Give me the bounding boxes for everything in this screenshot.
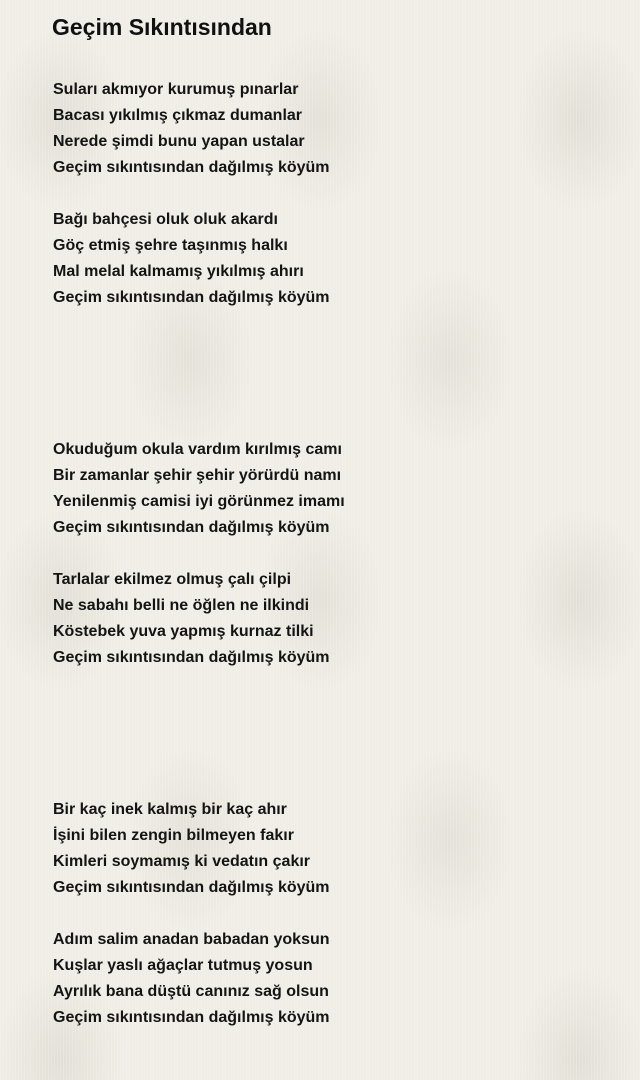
poem-line: Bağı bahçesi oluk oluk akardı <box>53 211 278 228</box>
poem-line: Ayrılık bana düştü canınız sağ olsun <box>53 983 329 1000</box>
poem-line-refrain: Geçim sıkıntısından dağılmış köyüm <box>53 649 330 666</box>
poem-line: Nerede şimdi bunu yapan ustalar <box>53 133 305 150</box>
poem-line: Suları akmıyor kurumuş pınarlar <box>53 81 299 98</box>
poem-line-refrain: Geçim sıkıntısından dağılmış köyüm <box>53 159 330 176</box>
poem-line: Kuşlar yaslı ağaçlar tutmuş yosun <box>53 957 313 974</box>
stanza-4 <box>53 567 330 671</box>
poem-line: Bacası yıkılmış çıkmaz dumanlar <box>53 107 303 124</box>
poem-line: Mal melal kalmamış yıkılmış ahırı <box>53 263 304 280</box>
poem-line-refrain: Geçim sıkıntısından dağılmış köyüm <box>53 289 330 306</box>
poem-line: Yenilenmiş camisi iyi görünmez imamı <box>53 493 345 510</box>
stanza-5 <box>53 797 330 901</box>
poem-title: Geçim Sıkıntısından <box>52 14 272 40</box>
poem-line: Tarlalar ekilmez olmuş çalı çilpi <box>53 571 292 588</box>
stanza-3 <box>53 437 345 541</box>
poem-line: Bir kaç inek kalmış bir kaç ahır <box>53 801 287 818</box>
stanza-6 <box>53 927 330 1031</box>
poem-line-refrain: Geçim sıkıntısından dağılmış köyüm <box>53 879 330 896</box>
poem-line: Okuduğum okula vardım kırılmış camı <box>53 441 342 458</box>
poem-line: İşini bilen zengin bilmeyen fakır <box>53 827 294 844</box>
poem-line-refrain: Geçim sıkıntısından dağılmış köyüm <box>53 1009 330 1026</box>
stanza-2 <box>53 207 330 311</box>
poem-line: Adım salim anadan babadan yoksun <box>53 931 330 948</box>
poem-line: Bir zamanlar şehir şehir yörürdü namı <box>53 467 342 484</box>
poem-line: Göç etmiş şehre taşınmış halkı <box>53 237 288 254</box>
poem-line: Kimleri soymamış ki vedatın çakır <box>53 853 311 870</box>
stanza-1 <box>53 77 330 181</box>
poem-line: Ne sabahı belli ne öğlen ne ilkindi <box>53 597 310 614</box>
poem-line-refrain: Geçim sıkıntısından dağılmış köyüm <box>53 519 330 536</box>
poem-line: Köstebek yuva yapmış kurnaz tilki <box>53 623 314 640</box>
